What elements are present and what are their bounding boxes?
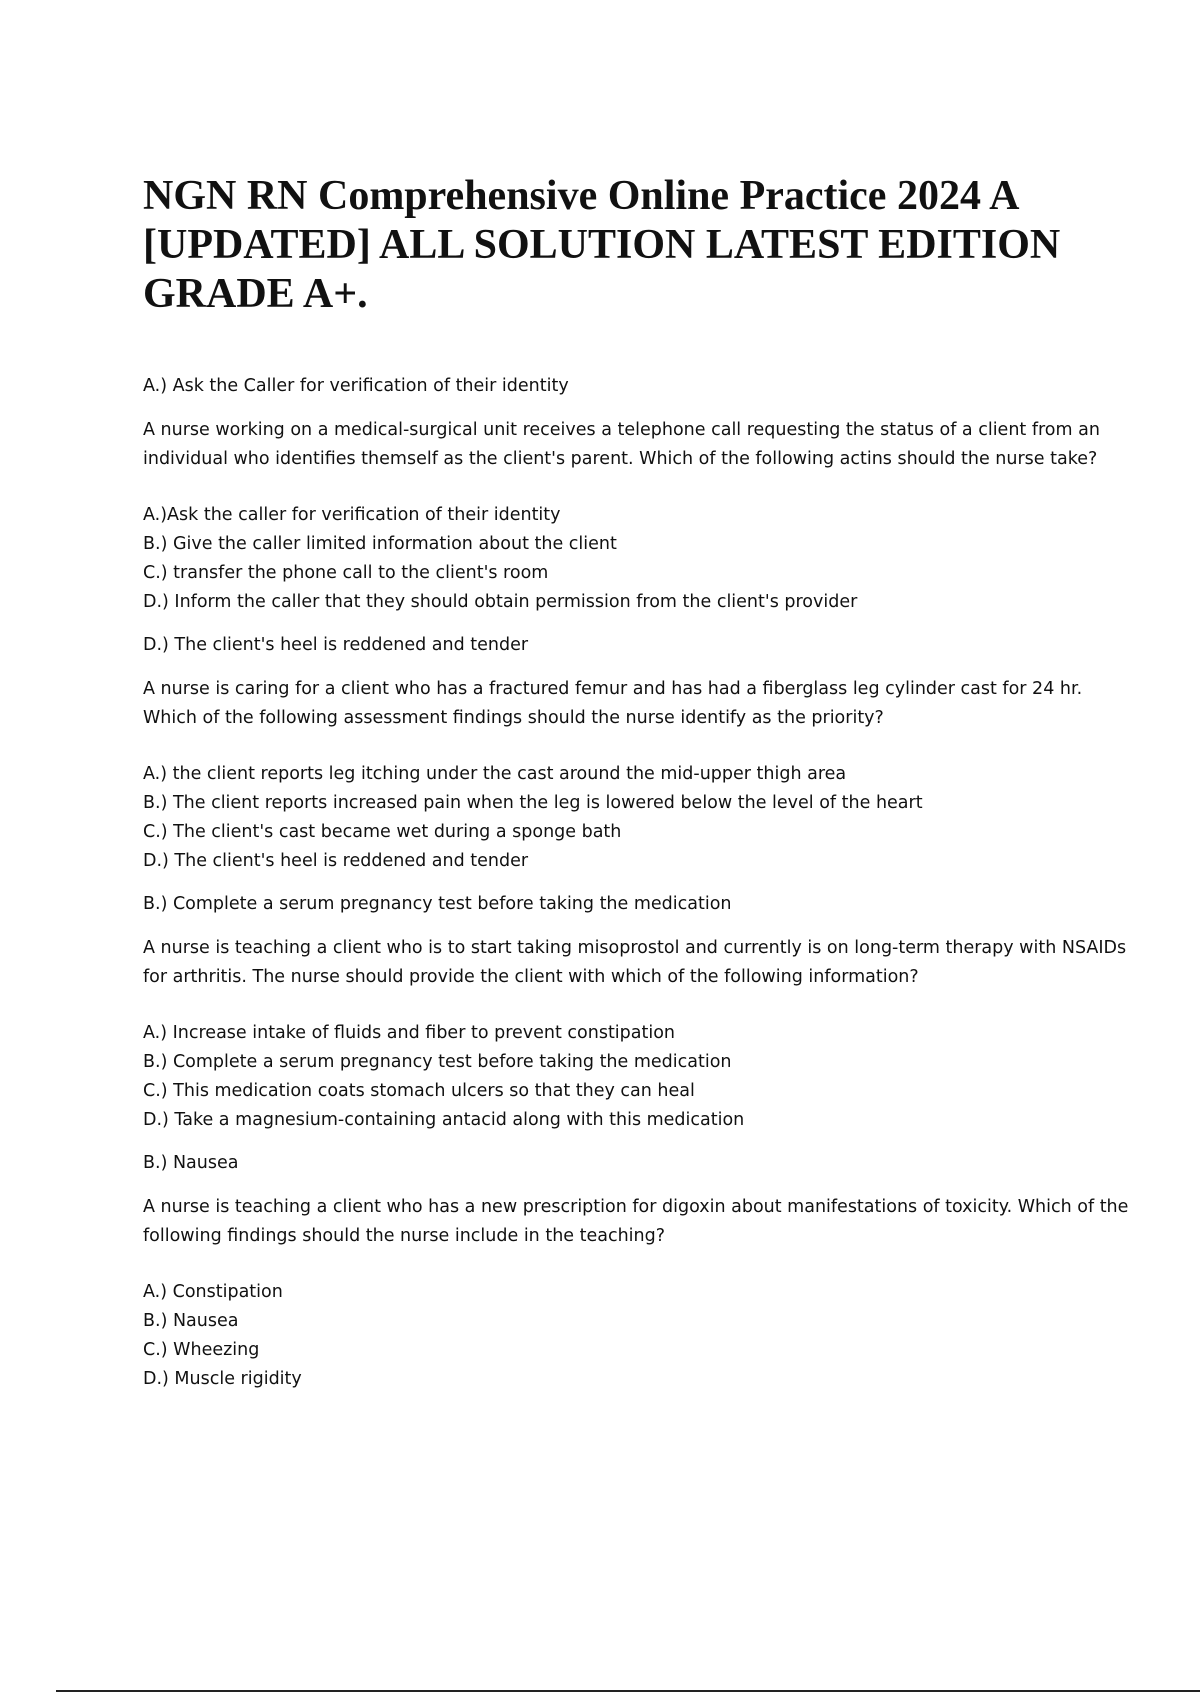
option-d: D.) Take a magnesium-containing antacid along with this medication <box>143 1110 745 1130</box>
question-text: A nurse is caring for a client who has a fractured femur and has had a fiberglass leg cylinder cast for 24 hr. Which of the following assessment findings should the nurse identify as the priority? <box>143 679 1083 728</box>
option-c: C.) This medication coats stomach ulcers so that they can heal <box>143 1081 695 1101</box>
footer-divider <box>56 1690 1200 1692</box>
question-block-2 <box>143 631 1133 876</box>
answer-line: A.) Ask the Caller for verification of their identity <box>143 376 569 396</box>
option-d: D.) Inform the caller that they should obtain permission from the client's provider <box>143 592 858 612</box>
option-list <box>143 1019 1133 1135</box>
option-c: C.) transfer the phone call to the client's room <box>143 563 549 583</box>
option-b: B.) Complete a serum pregnancy test before taking the medication <box>143 1052 732 1072</box>
option-list <box>143 760 1133 876</box>
option-d: D.) Muscle rigidity <box>143 1369 302 1389</box>
option-list <box>143 501 1133 617</box>
option-d: D.) The client's heel is reddened and tender <box>143 851 529 871</box>
option-a: A.) the client reports leg itching under the cast around the mid-upper thigh area <box>143 764 847 784</box>
option-b: B.) Nausea <box>143 1311 239 1331</box>
answer-line: B.) Complete a serum pregnancy test before taking the medication <box>143 894 732 914</box>
question-text: A nurse is teaching a client who has a new prescription for digoxin about manifestations of toxicity. Which of the following findings should the nurse include in the teaching? <box>143 1197 1129 1246</box>
question-block-3 <box>143 890 1133 1135</box>
document-title: NGN RN Comprehensive Online Practice 2024 A [UPDATED] ALL SOLUTION LATEST EDITION GRADE A+. <box>143 173 1061 317</box>
question-text: A nurse is teaching a client who is to start taking misoprostol and currently is on long-term therapy with NSAIDs for arthritis. The nurse should provide the client with which of the following information? <box>143 938 1127 987</box>
option-b: B.) The client reports increased pain when the leg is lowered below the level of the heart <box>143 793 923 813</box>
option-c: C.) Wheezing <box>143 1340 260 1360</box>
option-b: B.) Give the caller limited information about the client <box>143 534 617 554</box>
question-block-4 <box>143 1149 1133 1394</box>
question-block-1 <box>143 372 1133 617</box>
answer-line: D.) The client's heel is reddened and tender <box>143 635 529 655</box>
option-a: A.) Constipation <box>143 1282 283 1302</box>
question-text: A nurse working on a medical-surgical unit receives a telephone call requesting the status of a client from an individual who identifies themself as the client's parent. Which of the following actins should the nurse take? <box>143 420 1100 469</box>
document-page <box>143 172 1133 1408</box>
option-c: C.) The client's cast became wet during a sponge bath <box>143 822 622 842</box>
answer-line: B.) Nausea <box>143 1153 239 1173</box>
option-list <box>143 1278 1133 1394</box>
option-a: A.) Increase intake of fluids and fiber to prevent constipation <box>143 1023 676 1043</box>
option-a: A.)Ask the caller for verification of their identity <box>143 505 561 525</box>
